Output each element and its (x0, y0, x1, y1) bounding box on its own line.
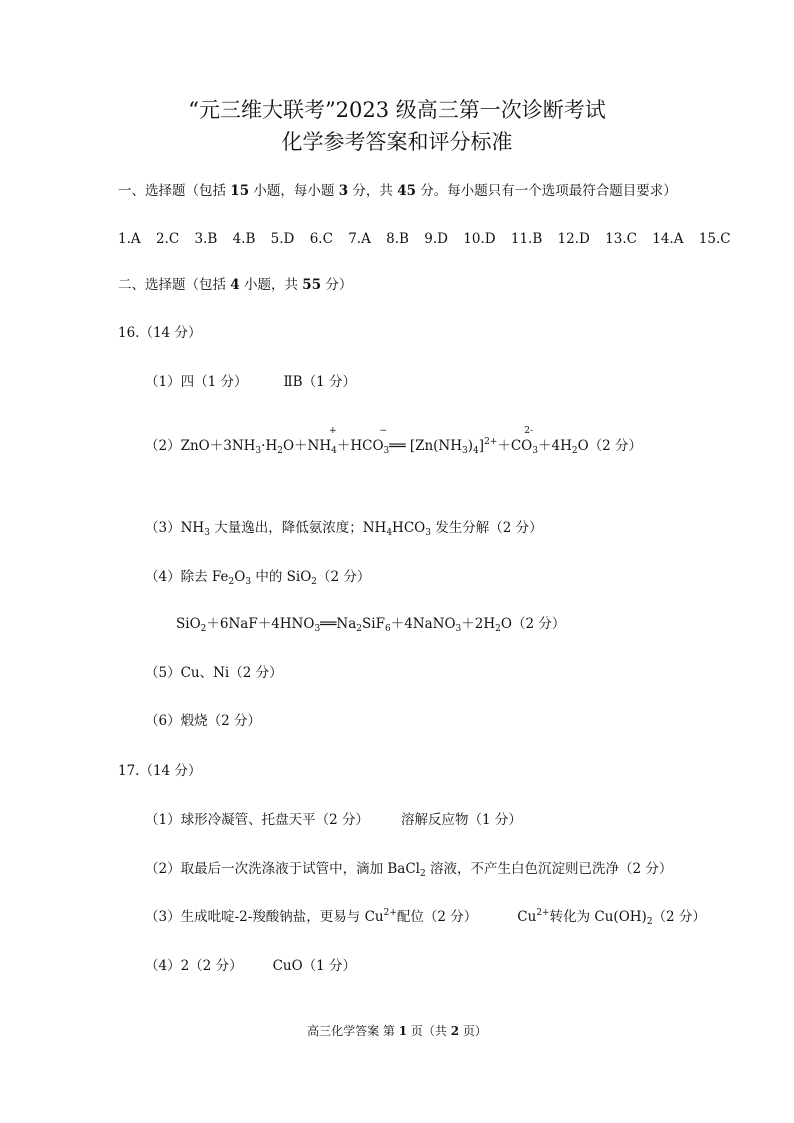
answer-3: 3.B (194, 231, 218, 247)
answer-1: 1.A (118, 231, 141, 247)
q16-answer-6: （6）煅烧（2 分） (145, 713, 261, 729)
answer-key-title: 化学参考答案和评分标准 (281, 130, 513, 154)
page-footer: 高三化学答案 第 1 页（共 2 页） (307, 1024, 487, 1038)
exam-title: “元三维大联考”2023 级高三第一次诊断考试 (188, 98, 606, 122)
answer-7: 7.A (348, 231, 371, 247)
section-2-header: 二、选择题（包括 4 小题，共 55 分） (118, 277, 353, 293)
answer-11: 11.B (510, 231, 543, 247)
answer-12: 12.D (557, 231, 590, 247)
q16-answer-1: （1）四（1 分） ⅡB（1 分） (145, 374, 356, 390)
choice-answers (118, 230, 731, 248)
q17-answer-3: （3）生成吡啶-2-羧酸钠盐，更易与 $Cu^{2+}$配位（2 分） $Cu^{2+}$转化为 $Cu(OH)_2(2$ 分） (145, 908, 706, 927)
q16-answer-4-equation: $SiO_2+6NaF+4HNO_3══Na_2SiF_6+4NaNO_3+2H_2O(2$ 分） (176, 616, 566, 634)
q17-answer-4: （4）2（2 分） CuO（1 分） (145, 958, 357, 974)
answer-10: 10.D (463, 231, 496, 247)
answer-5: 5.D (270, 231, 295, 247)
answer-14: 14.A (652, 231, 684, 247)
section-1-header: 一、选择题（包括 15 小题，每小题 3 分，共 45 分。每小题只有一个选项最符合题目要求） (118, 183, 677, 199)
answer-4: 4.B (232, 231, 256, 247)
answer-15: 15.C (698, 231, 731, 247)
q17-answer-1: （1）球形冷凝管、托盘天平（2 分） 溶解反应物（1 分） (145, 812, 522, 828)
answer-9: 9.D (424, 231, 448, 247)
q17-answer-2: （2）取最后一次洗涤液于试管中，滴加 BaCl$_2$ 溶液，不产生白色沉淀则已洗净（2 分） (145, 861, 673, 879)
answer-8: 8.B (386, 231, 409, 247)
q16-label: 16.（14 分） (118, 325, 202, 341)
q16-answer-4: （4）除去 $Fe_2O_3$ 中的 SiO$_2$（2 分） (145, 569, 371, 587)
q16-answer-2-equation: $(2)ZnO+3NH_3\cdot H_2O+NH_4$ + $+HCO_3$ − ══ $[Zn(NH_3)_4]^{2+}+CO_3$ 2- $+4H_2O(2$ 分） (145, 426, 643, 456)
answer-6: 6.C (309, 231, 333, 247)
answer-2: 2.C (155, 231, 180, 247)
q16-answer-5: （5）Cu、Ni（2 分） (145, 665, 283, 681)
answer-13: 13.C (605, 231, 637, 247)
q17-label: 17.（14 分） (118, 763, 202, 779)
q16-answer-3: $(3)NH_3$ 大量逸出，降低氨浓度；$NH_4HCO_3$ 发生分解（2 分） (145, 520, 543, 538)
